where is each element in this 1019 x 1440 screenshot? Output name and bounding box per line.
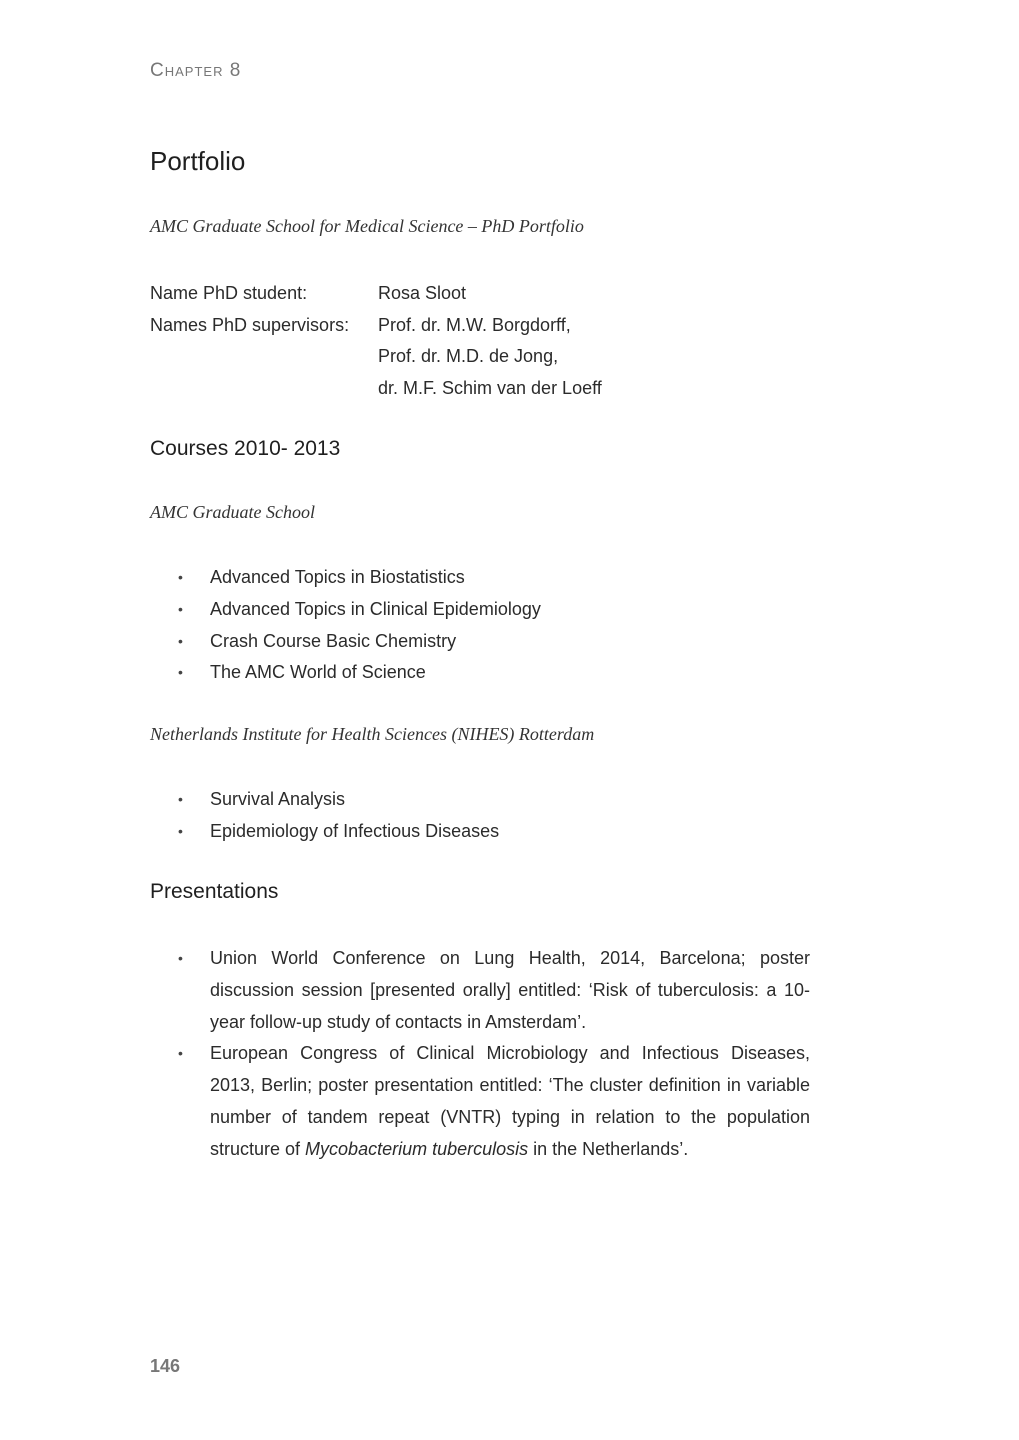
course-title: Survival Analysis [210,789,346,809]
list-item [150,626,810,658]
list-item [150,594,810,626]
bullet-icon: • [178,632,183,649]
supervisors-label: Names PhD supervisors: [150,314,350,335]
bullet-icon: • [178,822,183,839]
bullet-icon: • [178,664,183,681]
page-title: Portfolio [150,146,246,176]
species-name: Mycobacterium tuberculosis [305,1138,529,1159]
bullet-icon: • [178,600,183,617]
presentation-text-end: in the Netherlands’. [528,1138,689,1159]
supervisor-name: Prof. dr. M.D. de Jong, [378,346,559,366]
presentation-list [150,943,810,1166]
student-name: Rosa Sloot [378,283,467,303]
institution-amc: AMC Graduate School [150,502,315,522]
course-title: The AMC World of Science [210,662,426,683]
chapter-label: Chapter 8 [150,60,242,81]
course-title: Advanced Topics in Clinical Epidemiology [210,598,541,619]
list-item [150,657,810,689]
presentation-text: Union World Conference on Lung Health, 2014, Barcelona; poster discussion session [presented orally] entitled: ‘Risk of tuberculosis: a 10-year follow-up study of contacts in Amsterdam’. [210,948,810,1032]
page-number: 146 [150,1356,181,1376]
portfolio-subtitle: AMC Graduate School for Medical Science – PhD Portfolio [150,216,584,236]
supervisor-name: Prof. dr. M.W. Borgdorff, [378,314,571,335]
courses-heading: Courses 2010- 2013 [150,437,341,460]
bullet-icon: • [178,1045,183,1062]
amc-course-list [150,562,810,689]
list-item [150,1038,810,1165]
student-label: Name PhD student: [150,283,308,303]
supervisors-list [378,310,602,405]
course-title: Advanced Topics in Biostatistics [210,567,465,587]
bullet-icon: • [178,950,183,966]
bullet-icon: • [178,791,183,807]
list-item [150,943,810,1038]
presentation-text-start: European Congress of Clinical Microbiology and Infectious Diseases, 2013, Berlin; poster presentation entitled: ‘The cluster definition in variable number of tandem repeat (VNTR) typing in relation to the population structure of [210,1043,810,1159]
bullet-icon: • [178,569,183,585]
institution-nihes: Netherlands Institute for Health Sciences (NIHES) Rotterdam [150,724,595,744]
student-row [150,278,602,310]
nihes-course-list [150,784,810,848]
supervisors-row [150,310,602,405]
course-title: Crash Course Basic Chemistry [210,630,457,651]
presentations-heading: Presentations [150,880,279,903]
list-item [150,784,810,816]
student-info-table [150,278,602,404]
supervisor-name: dr. M.F. Schim van der Loeff [378,377,602,398]
list-item [150,562,810,594]
list-item [150,816,810,848]
course-title: Epidemiology of Infectious Diseases [210,820,500,841]
